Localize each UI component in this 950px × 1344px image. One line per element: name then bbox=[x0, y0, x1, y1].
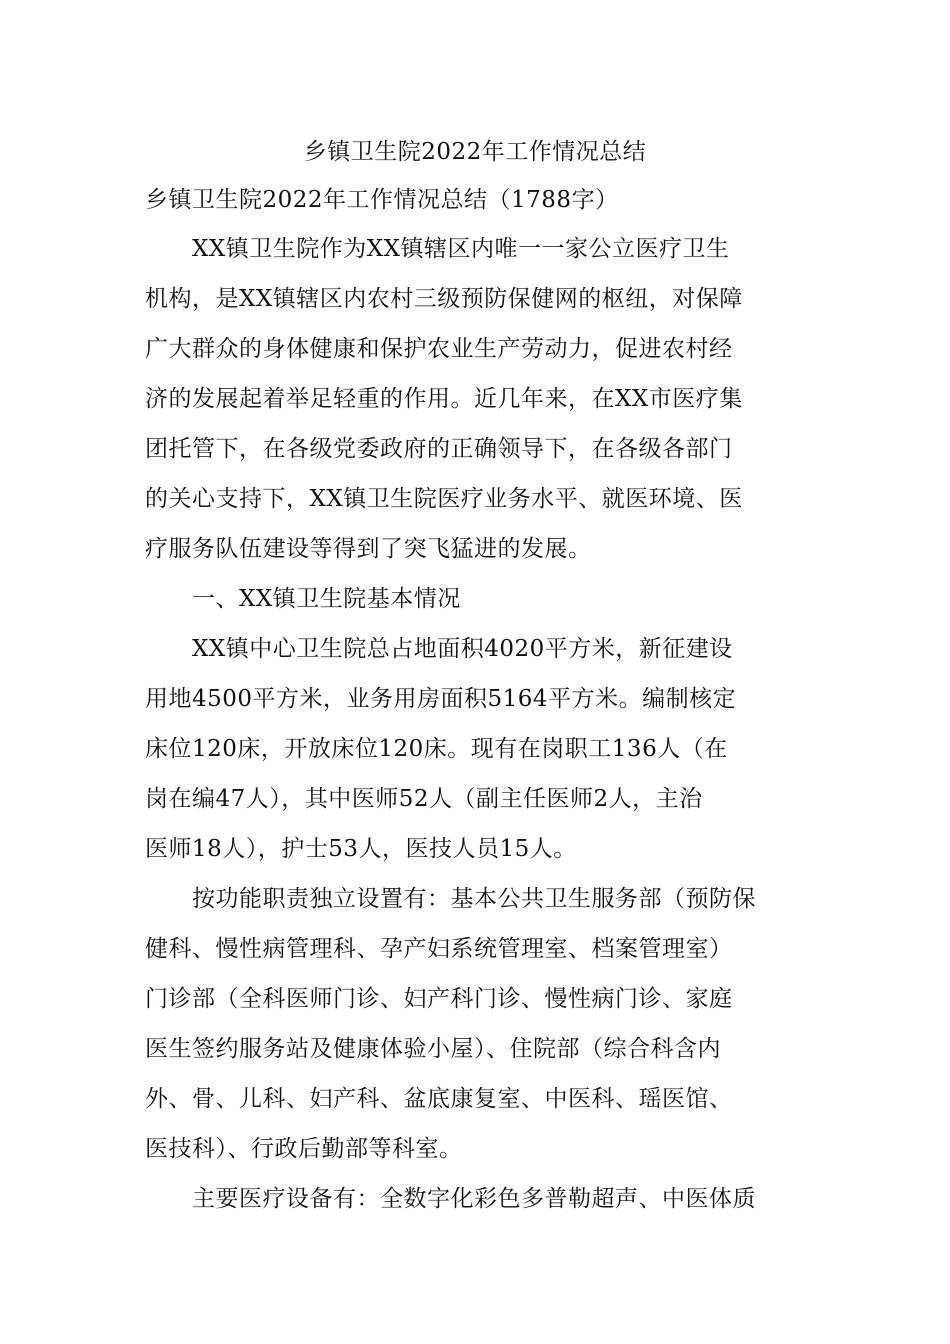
body-line: 广大群众的身体健康和保护农业生产劳动力，促进农村经 bbox=[145, 336, 733, 362]
body-line: 医技科）、行政后勤部等科室。 bbox=[145, 1136, 463, 1162]
body-line: 主要医疗设备有：全数字化彩色多普勒超声、中医体质 bbox=[145, 1186, 756, 1212]
body-line: 门诊部（全科医师门诊、妇产科门诊、慢性病门诊、家庭 bbox=[145, 986, 733, 1012]
document-subtitle: 乡镇卫生院2022年工作情况总结（1788字） bbox=[145, 187, 619, 213]
body-line: 床位120床，开放床位120床。现有在岗职工136人（在 bbox=[145, 736, 728, 762]
body-line: 机构，是XX镇辖区内农村三级预防保健网的枢纽，对保障 bbox=[145, 286, 743, 312]
body-line: 用地4500平方米，业务用房面积5164平方米。编制核定 bbox=[145, 686, 737, 712]
body-line: 团托管下，在各级党委政府的正确领导下，在各级各部门 bbox=[145, 436, 733, 462]
body-line: 医生签约服务站及健康体验小屋）、住院部（综合科含内 bbox=[145, 1036, 721, 1062]
document-title: 乡镇卫生院2022年工作情况总结 bbox=[303, 139, 647, 165]
body-line: 健科、慢性病管理科、孕产妇系统管理室、档案管理室） bbox=[145, 936, 733, 962]
body-line: 医师18人），护士53人，医技人员15人。 bbox=[145, 836, 577, 862]
body-line: 的关心支持下，XX镇卫生院医疗业务水平、就医环境、医 bbox=[145, 486, 743, 512]
body-line: 岗在编47人），其中医师52人（副主任医师2人，主治 bbox=[145, 786, 703, 812]
body-line: 疗服务队伍建设等得到了突飞猛进的发展。 bbox=[145, 536, 592, 562]
body-line: XX镇卫生院作为XX镇辖区内唯一一家公立医疗卫生 bbox=[145, 236, 730, 262]
body-line: 外、骨、儿科、妇产科、盆底康复室、中医科、瑶医馆、 bbox=[145, 1086, 733, 1112]
section-heading: 一、XX镇卫生院基本情况 bbox=[145, 586, 461, 612]
body-line: XX镇中心卫生院总占地面积4020平方米，新征建设 bbox=[145, 636, 733, 662]
body-line: 按功能职责独立设置有：基本公共卫生服务部（预防保 bbox=[145, 886, 756, 912]
body-line: 济的发展起着举足轻重的作用。近几年来，在XX市医疗集 bbox=[145, 386, 743, 412]
